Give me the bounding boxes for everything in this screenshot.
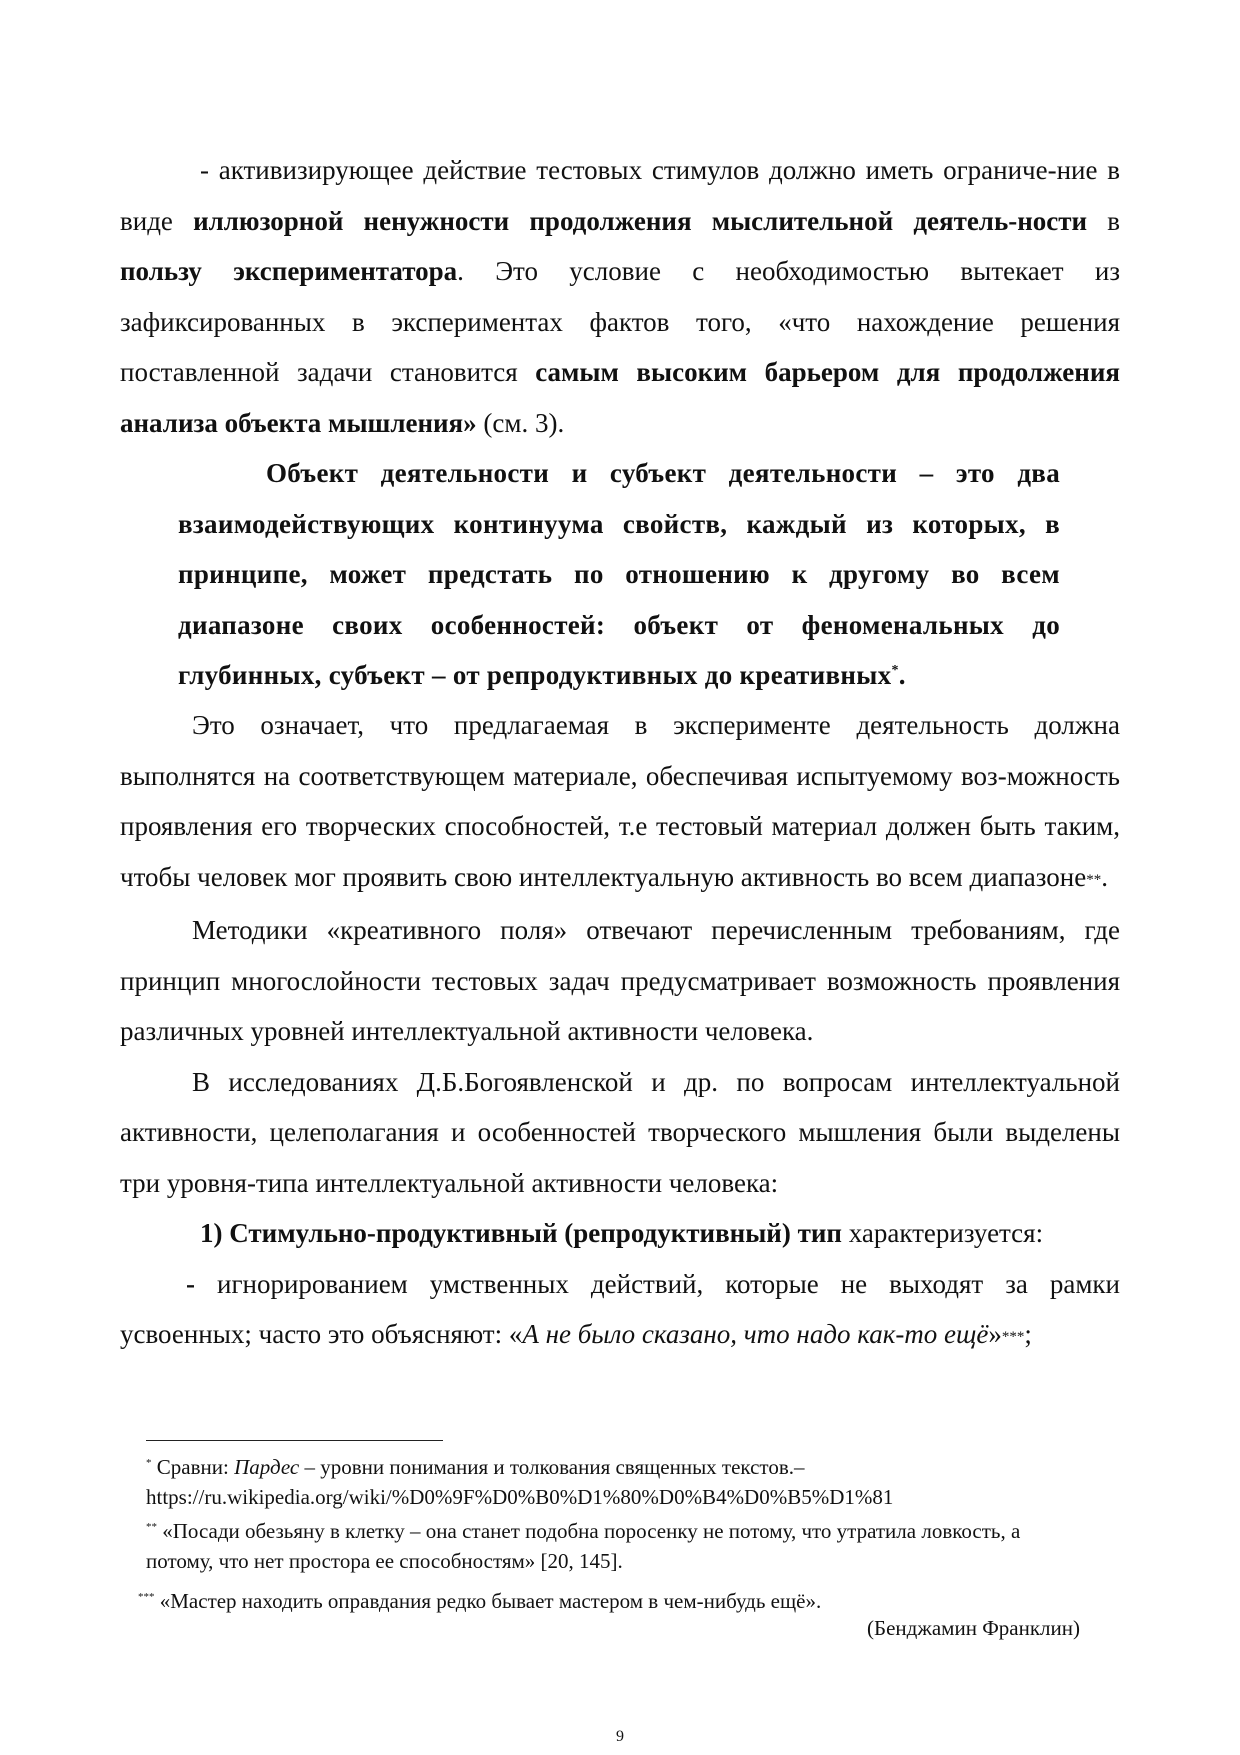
para1-text-a: - активизирующее действие тестовых стимулов должно иметь ограниче-ние в виде [120,155,1120,236]
paragraph-type-1 [120,1208,1120,1259]
para1-text-g: (см. 3). [476,407,565,438]
type-1-heading: 1) Стимульно-продуктивный (репродуктивный) тип [200,1218,842,1248]
footnote-2-text: «Посади обезьяну в клетку – она станет подобна поросенку не потому, что утратила ловкость, а потому, что нет простора ее способностям» [20, 145]. [146,1519,1021,1573]
para1-bold-b: иллюзорной ненужности продолжения мыслительной деятель-ности [193,205,1088,236]
footnote-3-text: «Мастер находить оправдания редко бывает мастером в чем-нибудь ещё». [154,1589,822,1613]
footnote-1-italic: Пардес [234,1455,300,1479]
bold-quote-block [178,448,1060,701]
paragraph-research: В исследованиях Д.Б.Богоявленской и др. по вопросам интеллектуальной активности, целеполагания и особенностей творческого мышления были выделены три уровня-типа интеллектуальной активности человека: [120,1066,1120,1198]
footnote-1 [146,1452,1086,1512]
paragraph-ignoring [120,1259,1120,1363]
para1-text-e: . Это условие с необходимостью вытекает из зафиксированных в экспериментах фактов того, «что нахождение решения поставленной задачи становится [120,256,1121,387]
footnote-3-author: (Бенджамин Франклин) [867,1616,1080,1640]
quote-text: Объект деятельности и субъект деятельности – это два взаимодействующих континуума свойств, каждый из которых, в принципе, может предстать по отношению к другому во всем диапазоне своих особенностей: объект от феноменальных до глубинных, субъект – от репродуктивных до креативных [178,458,1060,690]
footnote-3-mark: *** [138,1591,155,1603]
para1-bold-f: самым высоким барьером для продолжения анализа объекта мышления» [120,357,1120,438]
page-body [120,145,1120,448]
footnote-1-mark: * [146,1457,152,1469]
list-dash: - [186,1268,195,1299]
footnote-3 [138,1586,1078,1616]
footnote-mark-2[interactable]: ** [1086,871,1102,888]
paragraph-methods: Методики «креативного поля» отвечают перечисленным требованиям, где принцип многослойности тестовых задач предусматривает возможность проявления различных уровней интеллектуальной активности человека. [120,915,1120,1046]
para6-end: ; [1024,1319,1032,1349]
footnote-separator [146,1440,443,1441]
footnote-mark-1[interactable]: * [891,663,899,678]
para1-bold-d: пользу экспериментатора [120,256,458,286]
para1-text-c: в [1087,205,1121,236]
footnote-1-text-a: Сравни: [151,1455,235,1479]
para6-close-quote: » [988,1319,1002,1349]
footnote-1-text-b: – уровни понимания и толкования священных текстов.– [299,1455,805,1479]
para2-text: Это означает, что предлагаемая в эксперименте деятельность должна выполнятся на соответствующем материале, обеспечивая испытуемому воз-можность проявления его творческих способностей, т.е тестовый материал должен быть таким, чтобы человек мог проявить свою интеллектуальную активность во всем диапазоне [120,710,1120,892]
para6-text: игнорированием умственных действий, которые не выходят за рамки усвоенных; часто это объясняют: « [120,1268,1120,1349]
para2-end: . [1101,861,1108,892]
paragraph-meaning [120,700,1120,905]
footnote-1-url-link[interactable]: https://ru.wikipedia.org/wiki/%D0%9F%D0%B0%D1%80%D0%B4%D0%B5%D1%81 [146,1485,894,1509]
footnote-mark-3[interactable]: *** [1001,1329,1025,1345]
quote-end: . [898,660,906,690]
footnote-2-mark: ** [146,1521,157,1533]
type-1-rest: характеризуется: [841,1218,1044,1248]
footnote-2 [146,1516,1086,1576]
page-number: 9 [616,1728,624,1745]
page-body-lower [120,700,1120,1363]
para6-italic-quote: А не было сказано, что надо как-то ещё [522,1319,989,1349]
paragraph-conditions [120,145,1120,448]
